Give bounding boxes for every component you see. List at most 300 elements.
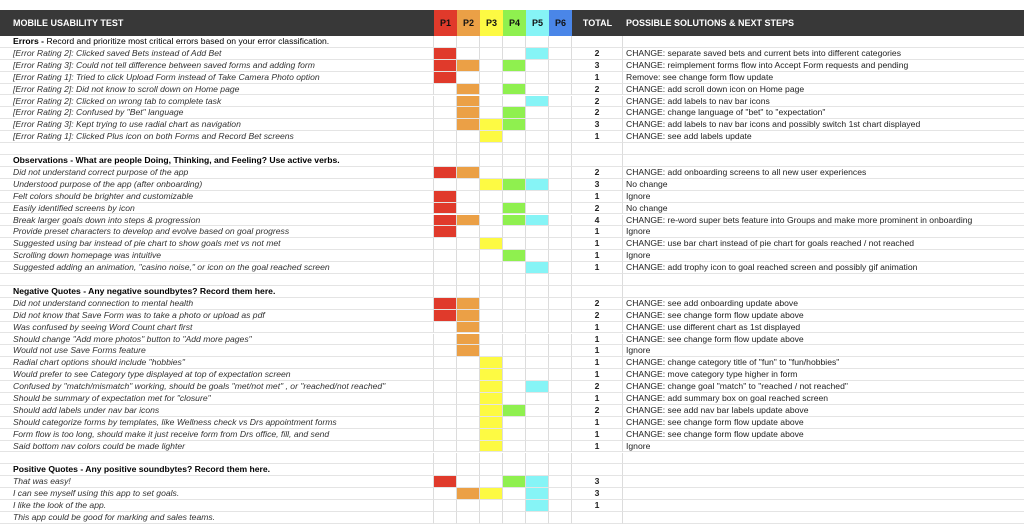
participant-p3-cell[interactable] bbox=[480, 488, 503, 500]
participant-p5-cell[interactable] bbox=[526, 238, 549, 250]
participant-p5-cell[interactable] bbox=[526, 476, 549, 488]
total-cell[interactable]: 1 bbox=[572, 417, 623, 429]
participant-p3-cell[interactable] bbox=[480, 286, 503, 298]
total-cell[interactable]: 3 bbox=[572, 60, 623, 72]
participant-p5-cell[interactable] bbox=[526, 298, 549, 310]
participant-p2-cell[interactable] bbox=[457, 310, 480, 322]
participant-p1-cell[interactable] bbox=[434, 393, 457, 405]
participant-p1-cell[interactable] bbox=[434, 441, 457, 453]
participant-p1-cell[interactable] bbox=[434, 464, 457, 476]
participant-p2-cell[interactable] bbox=[457, 107, 480, 119]
header-p4[interactable]: P4 bbox=[503, 10, 526, 36]
observation-cell[interactable]: Suggested adding an animation, "casino noise," or icon on the goal reached screen bbox=[0, 262, 434, 274]
observation-cell[interactable]: Easily identified screens by icon bbox=[0, 203, 434, 215]
solution-cell[interactable] bbox=[623, 155, 1024, 167]
participant-p6-cell[interactable] bbox=[549, 84, 572, 96]
participant-p2-cell[interactable] bbox=[457, 417, 480, 429]
solution-cell[interactable] bbox=[623, 286, 1024, 298]
participant-p6-cell[interactable] bbox=[549, 381, 572, 393]
participant-p6-cell[interactable] bbox=[549, 464, 572, 476]
participant-p6-cell[interactable] bbox=[549, 393, 572, 405]
participant-p5-cell[interactable] bbox=[526, 131, 549, 143]
participant-p1-cell[interactable] bbox=[434, 167, 457, 179]
participant-p2-cell[interactable] bbox=[457, 476, 480, 488]
participant-p1-cell[interactable] bbox=[434, 96, 457, 108]
participant-p2-cell[interactable] bbox=[457, 36, 480, 48]
participant-p5-cell[interactable] bbox=[526, 322, 549, 334]
solution-cell[interactable]: Ignore bbox=[623, 345, 1024, 357]
solution-cell[interactable]: CHANGE: see change form flow update above bbox=[623, 429, 1024, 441]
participant-p1-cell[interactable] bbox=[434, 226, 457, 238]
participant-p3-cell[interactable] bbox=[480, 310, 503, 322]
participant-p3-cell[interactable] bbox=[480, 48, 503, 60]
participant-p6-cell[interactable] bbox=[549, 345, 572, 357]
participant-p4-cell[interactable] bbox=[503, 357, 526, 369]
participant-p6-cell[interactable] bbox=[549, 476, 572, 488]
participant-p5-cell[interactable] bbox=[526, 334, 549, 346]
participant-p4-cell[interactable] bbox=[503, 72, 526, 84]
participant-p6-cell[interactable] bbox=[549, 250, 572, 262]
participant-p1-cell[interactable] bbox=[434, 369, 457, 381]
participant-p6-cell[interactable] bbox=[549, 226, 572, 238]
participant-p1-cell[interactable] bbox=[434, 488, 457, 500]
observation-cell[interactable]: Said bottom nav colors could be made lighter bbox=[0, 441, 434, 453]
observation-cell[interactable]: Did not know that Save Form was to take a photo or upload as pdf bbox=[0, 310, 434, 322]
participant-p2-cell[interactable] bbox=[457, 191, 480, 203]
total-cell[interactable]: 1 bbox=[572, 345, 623, 357]
observation-cell[interactable] bbox=[0, 453, 434, 465]
participant-p3-cell[interactable] bbox=[480, 369, 503, 381]
participant-p2-cell[interactable] bbox=[457, 84, 480, 96]
participant-p3-cell[interactable] bbox=[480, 107, 503, 119]
participant-p4-cell[interactable] bbox=[503, 167, 526, 179]
participant-p4-cell[interactable] bbox=[503, 453, 526, 465]
participant-p4-cell[interactable] bbox=[503, 179, 526, 191]
participant-p1-cell[interactable] bbox=[434, 429, 457, 441]
participant-p1-cell[interactable] bbox=[434, 155, 457, 167]
participant-p3-cell[interactable] bbox=[480, 72, 503, 84]
participant-p1-cell[interactable] bbox=[434, 250, 457, 262]
solution-cell[interactable]: CHANGE: see change form flow update above bbox=[623, 310, 1024, 322]
solution-cell[interactable]: Ignore bbox=[623, 191, 1024, 203]
section-title-cell[interactable] bbox=[0, 36, 434, 48]
participant-p5-cell[interactable] bbox=[526, 405, 549, 417]
participant-p3-cell[interactable] bbox=[480, 453, 503, 465]
participant-p4-cell[interactable] bbox=[503, 191, 526, 203]
participant-p6-cell[interactable] bbox=[549, 36, 572, 48]
participant-p2-cell[interactable] bbox=[457, 357, 480, 369]
participant-p5-cell[interactable] bbox=[526, 36, 549, 48]
participant-p3-cell[interactable] bbox=[480, 179, 503, 191]
participant-p1-cell[interactable] bbox=[434, 119, 457, 131]
participant-p2-cell[interactable] bbox=[457, 512, 480, 524]
participant-p5-cell[interactable] bbox=[526, 429, 549, 441]
total-cell[interactable]: 2 bbox=[572, 203, 623, 215]
participant-p2-cell[interactable] bbox=[457, 262, 480, 274]
participant-p2-cell[interactable] bbox=[457, 405, 480, 417]
participant-p5-cell[interactable] bbox=[526, 48, 549, 60]
header-p1[interactable]: P1 bbox=[434, 10, 457, 36]
participant-p1-cell[interactable] bbox=[434, 322, 457, 334]
participant-p3-cell[interactable] bbox=[480, 250, 503, 262]
participant-p2-cell[interactable] bbox=[457, 155, 480, 167]
participant-p3-cell[interactable] bbox=[480, 405, 503, 417]
participant-p6-cell[interactable] bbox=[549, 453, 572, 465]
total-cell[interactable]: 2 bbox=[572, 167, 623, 179]
participant-p6-cell[interactable] bbox=[549, 369, 572, 381]
section-title-cell[interactable] bbox=[0, 155, 434, 167]
total-cell[interactable]: 2 bbox=[572, 310, 623, 322]
participant-p4-cell[interactable] bbox=[503, 417, 526, 429]
observation-cell[interactable]: Scrolling down homepage was intuitive bbox=[0, 250, 434, 262]
participant-p5-cell[interactable] bbox=[526, 441, 549, 453]
observation-cell[interactable]: Did not understand correct purpose of the app bbox=[0, 167, 434, 179]
observation-cell[interactable]: Felt colors should be brighter and customizable bbox=[0, 191, 434, 203]
participant-p3-cell[interactable] bbox=[480, 476, 503, 488]
participant-p1-cell[interactable] bbox=[434, 310, 457, 322]
total-cell[interactable]: 1 bbox=[572, 369, 623, 381]
total-cell[interactable] bbox=[572, 143, 623, 155]
participant-p1-cell[interactable] bbox=[434, 107, 457, 119]
participant-p2-cell[interactable] bbox=[457, 345, 480, 357]
total-cell[interactable] bbox=[572, 286, 623, 298]
participant-p3-cell[interactable] bbox=[480, 298, 503, 310]
observation-cell[interactable]: [Error Rating 2]: Clicked saved Bets instead of Add Bet bbox=[0, 48, 434, 60]
participant-p1-cell[interactable] bbox=[434, 203, 457, 215]
participant-p3-cell[interactable] bbox=[480, 203, 503, 215]
participant-p4-cell[interactable] bbox=[503, 119, 526, 131]
participant-p2-cell[interactable] bbox=[457, 238, 480, 250]
participant-p5-cell[interactable] bbox=[526, 464, 549, 476]
participant-p1-cell[interactable] bbox=[434, 179, 457, 191]
solution-cell[interactable] bbox=[623, 476, 1024, 488]
section-title-cell[interactable] bbox=[0, 464, 434, 476]
observation-cell[interactable]: Understood purpose of the app (after onboarding) bbox=[0, 179, 434, 191]
participant-p3-cell[interactable] bbox=[480, 119, 503, 131]
participant-p3-cell[interactable] bbox=[480, 262, 503, 274]
total-cell[interactable]: 1 bbox=[572, 334, 623, 346]
participant-p4-cell[interactable] bbox=[503, 107, 526, 119]
participant-p1-cell[interactable] bbox=[434, 131, 457, 143]
participant-p5-cell[interactable] bbox=[526, 143, 549, 155]
solution-cell[interactable]: CHANGE: add labels to nav bar icons and possibly switch 1st chart displayed bbox=[623, 119, 1024, 131]
solution-cell[interactable]: CHANGE: add trophy icon to goal reached screen and possibly gif animation bbox=[623, 262, 1024, 274]
participant-p3-cell[interactable] bbox=[480, 36, 503, 48]
participant-p1-cell[interactable] bbox=[434, 500, 457, 512]
participant-p3-cell[interactable] bbox=[480, 334, 503, 346]
solution-cell[interactable] bbox=[623, 453, 1024, 465]
total-cell[interactable]: 1 bbox=[572, 72, 623, 84]
observation-cell[interactable]: [Error Rating 3]: Could not tell difference between saved forms and adding form bbox=[0, 60, 434, 72]
participant-p4-cell[interactable] bbox=[503, 84, 526, 96]
participant-p6-cell[interactable] bbox=[549, 417, 572, 429]
observation-cell[interactable]: Should categorize forms by templates, like Wellness check vs Drs appointment forms bbox=[0, 417, 434, 429]
participant-p4-cell[interactable] bbox=[503, 286, 526, 298]
participant-p6-cell[interactable] bbox=[549, 179, 572, 191]
participant-p6-cell[interactable] bbox=[549, 286, 572, 298]
total-cell[interactable]: 2 bbox=[572, 48, 623, 60]
participant-p1-cell[interactable] bbox=[434, 238, 457, 250]
header-total[interactable]: TOTAL bbox=[582, 18, 613, 28]
total-cell[interactable] bbox=[572, 512, 623, 524]
participant-p4-cell[interactable] bbox=[503, 322, 526, 334]
participant-p4-cell[interactable] bbox=[503, 512, 526, 524]
observation-cell[interactable]: Provide preset characters to develop and evolve based on goal progress bbox=[0, 226, 434, 238]
participant-p1-cell[interactable] bbox=[434, 357, 457, 369]
participant-p3-cell[interactable] bbox=[480, 500, 503, 512]
participant-p5-cell[interactable] bbox=[526, 191, 549, 203]
participant-p2-cell[interactable] bbox=[457, 393, 480, 405]
total-cell[interactable]: 1 bbox=[572, 191, 623, 203]
header-p3[interactable]: P3 bbox=[480, 10, 503, 36]
participant-p5-cell[interactable] bbox=[526, 203, 549, 215]
participant-p2-cell[interactable] bbox=[457, 203, 480, 215]
participant-p1-cell[interactable] bbox=[434, 191, 457, 203]
participant-p5-cell[interactable] bbox=[526, 215, 549, 227]
participant-p2-cell[interactable] bbox=[457, 464, 480, 476]
total-cell[interactable]: 2 bbox=[572, 107, 623, 119]
participant-p2-cell[interactable] bbox=[457, 274, 480, 286]
participant-p6-cell[interactable] bbox=[549, 48, 572, 60]
participant-p2-cell[interactable] bbox=[457, 250, 480, 262]
solution-cell[interactable]: Ignore bbox=[623, 226, 1024, 238]
participant-p1-cell[interactable] bbox=[434, 274, 457, 286]
participant-p2-cell[interactable] bbox=[457, 60, 480, 72]
participant-p3-cell[interactable] bbox=[480, 131, 503, 143]
participant-p6-cell[interactable] bbox=[549, 167, 572, 179]
participant-p3-cell[interactable] bbox=[480, 238, 503, 250]
participant-p5-cell[interactable] bbox=[526, 107, 549, 119]
participant-p6-cell[interactable] bbox=[549, 500, 572, 512]
participant-p4-cell[interactable] bbox=[503, 36, 526, 48]
participant-p1-cell[interactable] bbox=[434, 84, 457, 96]
total-cell[interactable]: 1 bbox=[572, 226, 623, 238]
section-title-cell[interactable] bbox=[0, 286, 434, 298]
participant-p4-cell[interactable] bbox=[503, 298, 526, 310]
total-cell[interactable]: 1 bbox=[572, 238, 623, 250]
participant-p2-cell[interactable] bbox=[457, 453, 480, 465]
observation-cell[interactable]: Suggested using bar instead of pie chart to show goals met vs not met bbox=[0, 238, 434, 250]
header-title[interactable]: MOBILE USABILITY TEST bbox=[13, 18, 124, 28]
participant-p1-cell[interactable] bbox=[434, 143, 457, 155]
solution-cell[interactable]: Ignore bbox=[623, 441, 1024, 453]
participant-p5-cell[interactable] bbox=[526, 179, 549, 191]
observation-cell[interactable]: Radial chart options should include "hobbies" bbox=[0, 357, 434, 369]
participant-p4-cell[interactable] bbox=[503, 393, 526, 405]
observation-cell[interactable]: [Error Rating 2]: Did not know to scroll down on Home page bbox=[0, 84, 434, 96]
participant-p3-cell[interactable] bbox=[480, 322, 503, 334]
participant-p5-cell[interactable] bbox=[526, 393, 549, 405]
participant-p5-cell[interactable] bbox=[526, 488, 549, 500]
participant-p1-cell[interactable] bbox=[434, 286, 457, 298]
participant-p3-cell[interactable] bbox=[480, 417, 503, 429]
total-cell[interactable] bbox=[572, 155, 623, 167]
solution-cell[interactable]: CHANGE: see change form flow update above bbox=[623, 334, 1024, 346]
participant-p5-cell[interactable] bbox=[526, 512, 549, 524]
observation-cell[interactable]: Was confused by seeing Word Count chart first bbox=[0, 322, 434, 334]
total-cell[interactable]: 1 bbox=[572, 131, 623, 143]
participant-p4-cell[interactable] bbox=[503, 250, 526, 262]
solution-cell[interactable]: CHANGE: see add labels update bbox=[623, 131, 1024, 143]
participant-p3-cell[interactable] bbox=[480, 512, 503, 524]
participant-p4-cell[interactable] bbox=[503, 262, 526, 274]
participant-p1-cell[interactable] bbox=[434, 405, 457, 417]
participant-p5-cell[interactable] bbox=[526, 417, 549, 429]
solution-cell[interactable]: CHANGE: change goal "match" to "reached / not reached" bbox=[623, 381, 1024, 393]
participant-p2-cell[interactable] bbox=[457, 96, 480, 108]
solution-cell[interactable]: CHANGE: separate saved bets and current bets into different categories bbox=[623, 48, 1024, 60]
participant-p1-cell[interactable] bbox=[434, 512, 457, 524]
participant-p1-cell[interactable] bbox=[434, 453, 457, 465]
total-cell[interactable]: 2 bbox=[572, 84, 623, 96]
participant-p6-cell[interactable] bbox=[549, 96, 572, 108]
participant-p4-cell[interactable] bbox=[503, 345, 526, 357]
participant-p4-cell[interactable] bbox=[503, 500, 526, 512]
total-cell[interactable]: 1 bbox=[572, 441, 623, 453]
total-cell[interactable] bbox=[572, 453, 623, 465]
participant-p6-cell[interactable] bbox=[549, 334, 572, 346]
total-cell[interactable]: 2 bbox=[572, 381, 623, 393]
participant-p3-cell[interactable] bbox=[480, 60, 503, 72]
solution-cell[interactable]: CHANGE: reimplement forms flow into Accept Form requests and pending bbox=[623, 60, 1024, 72]
total-cell[interactable]: 2 bbox=[572, 298, 623, 310]
participant-p3-cell[interactable] bbox=[480, 441, 503, 453]
participant-p6-cell[interactable] bbox=[549, 262, 572, 274]
participant-p2-cell[interactable] bbox=[457, 500, 480, 512]
participant-p3-cell[interactable] bbox=[480, 215, 503, 227]
solution-cell[interactable]: CHANGE: add labels to nav bar icons bbox=[623, 96, 1024, 108]
participant-p1-cell[interactable] bbox=[434, 345, 457, 357]
participant-p3-cell[interactable] bbox=[480, 84, 503, 96]
header-p5[interactable]: P5 bbox=[526, 10, 549, 36]
solution-cell[interactable] bbox=[623, 36, 1024, 48]
total-cell[interactable]: 1 bbox=[572, 429, 623, 441]
participant-p6-cell[interactable] bbox=[549, 215, 572, 227]
solution-cell[interactable]: CHANGE: change language of "bet" to "expectation" bbox=[623, 107, 1024, 119]
solution-cell[interactable]: Ignore bbox=[623, 250, 1024, 262]
solution-cell[interactable]: No change bbox=[623, 203, 1024, 215]
participant-p4-cell[interactable] bbox=[503, 441, 526, 453]
participant-p2-cell[interactable] bbox=[457, 119, 480, 131]
participant-p2-cell[interactable] bbox=[457, 381, 480, 393]
participant-p1-cell[interactable] bbox=[434, 334, 457, 346]
participant-p5-cell[interactable] bbox=[526, 119, 549, 131]
participant-p5-cell[interactable] bbox=[526, 357, 549, 369]
participant-p3-cell[interactable] bbox=[480, 167, 503, 179]
observation-cell[interactable]: Should add labels under nav bar icons bbox=[0, 405, 434, 417]
observation-cell[interactable]: [Error Rating 3]: Kept trying to use radial chart as navigation bbox=[0, 119, 434, 131]
participant-p6-cell[interactable] bbox=[549, 119, 572, 131]
total-cell[interactable]: 1 bbox=[572, 250, 623, 262]
solution-cell[interactable] bbox=[623, 500, 1024, 512]
observation-cell[interactable]: That was easy! bbox=[0, 476, 434, 488]
participant-p4-cell[interactable] bbox=[503, 155, 526, 167]
observation-cell[interactable]: Break larger goals down into steps & progression bbox=[0, 215, 434, 227]
participant-p3-cell[interactable] bbox=[480, 345, 503, 357]
participant-p2-cell[interactable] bbox=[457, 488, 480, 500]
participant-p4-cell[interactable] bbox=[503, 429, 526, 441]
participant-p6-cell[interactable] bbox=[549, 238, 572, 250]
participant-p6-cell[interactable] bbox=[549, 357, 572, 369]
participant-p1-cell[interactable] bbox=[434, 298, 457, 310]
participant-p5-cell[interactable] bbox=[526, 96, 549, 108]
participant-p4-cell[interactable] bbox=[503, 60, 526, 72]
participant-p2-cell[interactable] bbox=[457, 226, 480, 238]
observation-cell[interactable]: Did not understand connection to mental health bbox=[0, 298, 434, 310]
participant-p6-cell[interactable] bbox=[549, 429, 572, 441]
total-cell[interactable]: 1 bbox=[572, 262, 623, 274]
participant-p6-cell[interactable] bbox=[549, 131, 572, 143]
participant-p1-cell[interactable] bbox=[434, 36, 457, 48]
participant-p2-cell[interactable] bbox=[457, 298, 480, 310]
participant-p1-cell[interactable] bbox=[434, 72, 457, 84]
participant-p6-cell[interactable] bbox=[549, 107, 572, 119]
total-cell[interactable]: 3 bbox=[572, 488, 623, 500]
participant-p5-cell[interactable] bbox=[526, 310, 549, 322]
observation-cell[interactable]: Confused by "match/mismatch" working, should be goals "met/not met" , or "reached/not reached" bbox=[0, 381, 434, 393]
solution-cell[interactable]: CHANGE: add scroll down icon on Home page bbox=[623, 84, 1024, 96]
participant-p2-cell[interactable] bbox=[457, 429, 480, 441]
total-cell[interactable]: 3 bbox=[572, 179, 623, 191]
participant-p3-cell[interactable] bbox=[480, 191, 503, 203]
solution-cell[interactable]: CHANGE: see add nav bar labels update above bbox=[623, 405, 1024, 417]
participant-p5-cell[interactable] bbox=[526, 286, 549, 298]
solution-cell[interactable]: No change bbox=[623, 179, 1024, 191]
participant-p4-cell[interactable] bbox=[503, 488, 526, 500]
observation-cell[interactable]: Would not use Save Forms feature bbox=[0, 345, 434, 357]
observation-cell[interactable] bbox=[0, 143, 434, 155]
participant-p2-cell[interactable] bbox=[457, 143, 480, 155]
total-cell[interactable]: 3 bbox=[572, 119, 623, 131]
participant-p3-cell[interactable] bbox=[480, 357, 503, 369]
participant-p6-cell[interactable] bbox=[549, 441, 572, 453]
participant-p3-cell[interactable] bbox=[480, 464, 503, 476]
solution-cell[interactable]: CHANGE: use bar chart instead of pie chart for goals reached / not reached bbox=[623, 238, 1024, 250]
participant-p4-cell[interactable] bbox=[503, 464, 526, 476]
participant-p4-cell[interactable] bbox=[503, 310, 526, 322]
participant-p5-cell[interactable] bbox=[526, 167, 549, 179]
observation-cell[interactable]: [Error Rating 1]: Clicked Plus icon on both Forms and Record Bet screens bbox=[0, 131, 434, 143]
solution-cell[interactable]: CHANGE: move category type higher in form bbox=[623, 369, 1024, 381]
solution-cell[interactable]: CHANGE: use different chart as 1st displayed bbox=[623, 322, 1024, 334]
participant-p5-cell[interactable] bbox=[526, 60, 549, 72]
solution-cell[interactable] bbox=[623, 274, 1024, 286]
participant-p6-cell[interactable] bbox=[549, 155, 572, 167]
total-cell[interactable]: 3 bbox=[572, 476, 623, 488]
participant-p5-cell[interactable] bbox=[526, 345, 549, 357]
solution-cell[interactable]: Remove: see change form flow update bbox=[623, 72, 1024, 84]
participant-p4-cell[interactable] bbox=[503, 131, 526, 143]
total-cell[interactable]: 4 bbox=[572, 215, 623, 227]
observation-cell[interactable] bbox=[0, 274, 434, 286]
participant-p6-cell[interactable] bbox=[549, 405, 572, 417]
participant-p4-cell[interactable] bbox=[503, 381, 526, 393]
participant-p2-cell[interactable] bbox=[457, 72, 480, 84]
participant-p5-cell[interactable] bbox=[526, 226, 549, 238]
participant-p5-cell[interactable] bbox=[526, 262, 549, 274]
solution-cell[interactable]: CHANGE: add onboarding screens to all new user experiences bbox=[623, 167, 1024, 179]
participant-p1-cell[interactable] bbox=[434, 262, 457, 274]
header-p6[interactable]: P6 bbox=[549, 10, 572, 36]
participant-p4-cell[interactable] bbox=[503, 476, 526, 488]
participant-p2-cell[interactable] bbox=[457, 131, 480, 143]
observation-cell[interactable]: [Error Rating 2]: Confused by "Bet" language bbox=[0, 107, 434, 119]
observation-cell[interactable]: I like the look of the app. bbox=[0, 500, 434, 512]
participant-p2-cell[interactable] bbox=[457, 48, 480, 60]
total-cell[interactable] bbox=[572, 36, 623, 48]
participant-p5-cell[interactable] bbox=[526, 381, 549, 393]
participant-p2-cell[interactable] bbox=[457, 179, 480, 191]
